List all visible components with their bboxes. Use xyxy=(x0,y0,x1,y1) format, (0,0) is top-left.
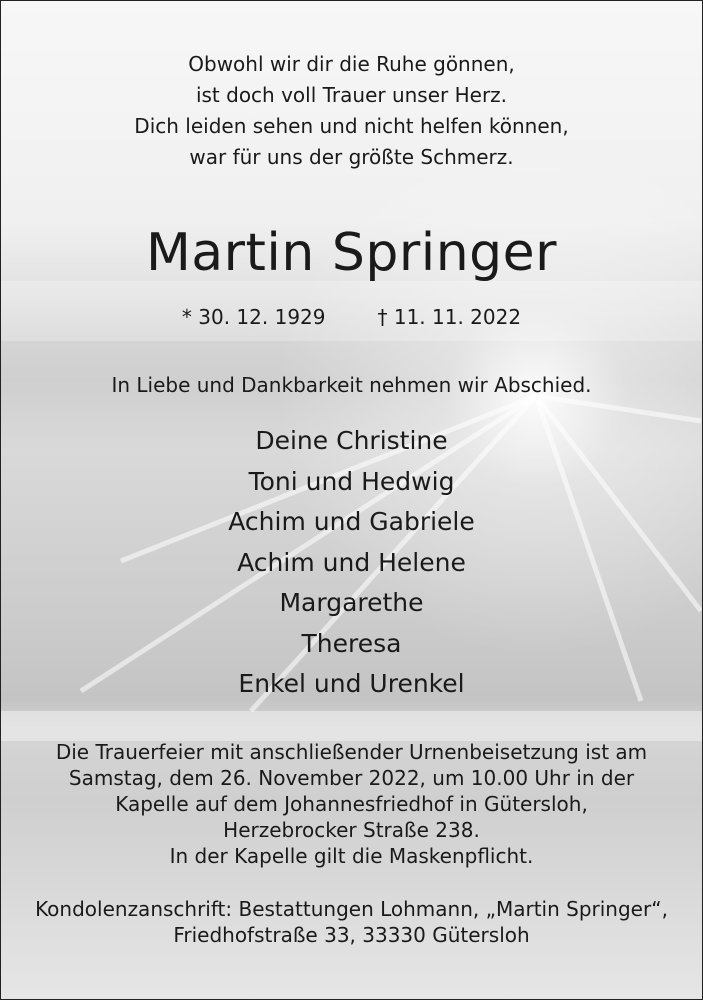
condolence-line: Kondolenzanschrift: Bestattungen Lohmann, „Martin Springer“, xyxy=(35,897,668,921)
life-dates xyxy=(1,305,702,329)
mourner: Deine Christine xyxy=(255,426,448,455)
mourner: Margarethe xyxy=(279,588,424,617)
farewell-line: In Liebe und Dankbarkeit nehmen wir Abschied. xyxy=(111,373,592,397)
mourner: Achim und Helene xyxy=(237,547,466,577)
condolence-address xyxy=(1,896,702,948)
service-details xyxy=(1,739,702,869)
mourner: Theresa xyxy=(301,628,402,658)
death-date: † 11. 11. 2022 xyxy=(377,305,522,329)
condolence-line: Friedhofstraße 33, 33330 Gütersloh xyxy=(173,923,530,947)
birth-date: * 30. 12. 1929 xyxy=(181,305,326,329)
verse-line: Obwohl wir dir die Ruhe gönnen, xyxy=(188,52,515,76)
service-line: Samstag, dem 26. November 2022, um 10.00 Uhr in der xyxy=(68,766,635,790)
service-line: Herzebrocker Straße 238. xyxy=(223,818,480,842)
verse-line: ist doch voll Trauer unser Herz. xyxy=(195,83,508,107)
verse-line: war für uns der größte Schmerz. xyxy=(189,145,514,169)
service-line: Kapelle auf dem Johannesfriedhof in Gütersloh, xyxy=(115,792,588,816)
mourner: Toni und Hedwig xyxy=(248,466,455,496)
service-line: In der Kapelle gilt die Maskenpflicht. xyxy=(169,844,534,868)
mourner: Enkel und Urenkel xyxy=(238,669,465,698)
verse-line: Dich leiden sehen und nicht helfen können, xyxy=(134,114,569,138)
service-line: Die Trauerfeier mit anschließender Urnenbeisetzung ist am xyxy=(55,740,648,764)
mourner: Achim und Gabriele xyxy=(228,507,475,536)
mourners-list xyxy=(1,421,702,705)
memorial-verse xyxy=(1,49,702,173)
deceased-name: Martin Springer xyxy=(145,223,558,283)
